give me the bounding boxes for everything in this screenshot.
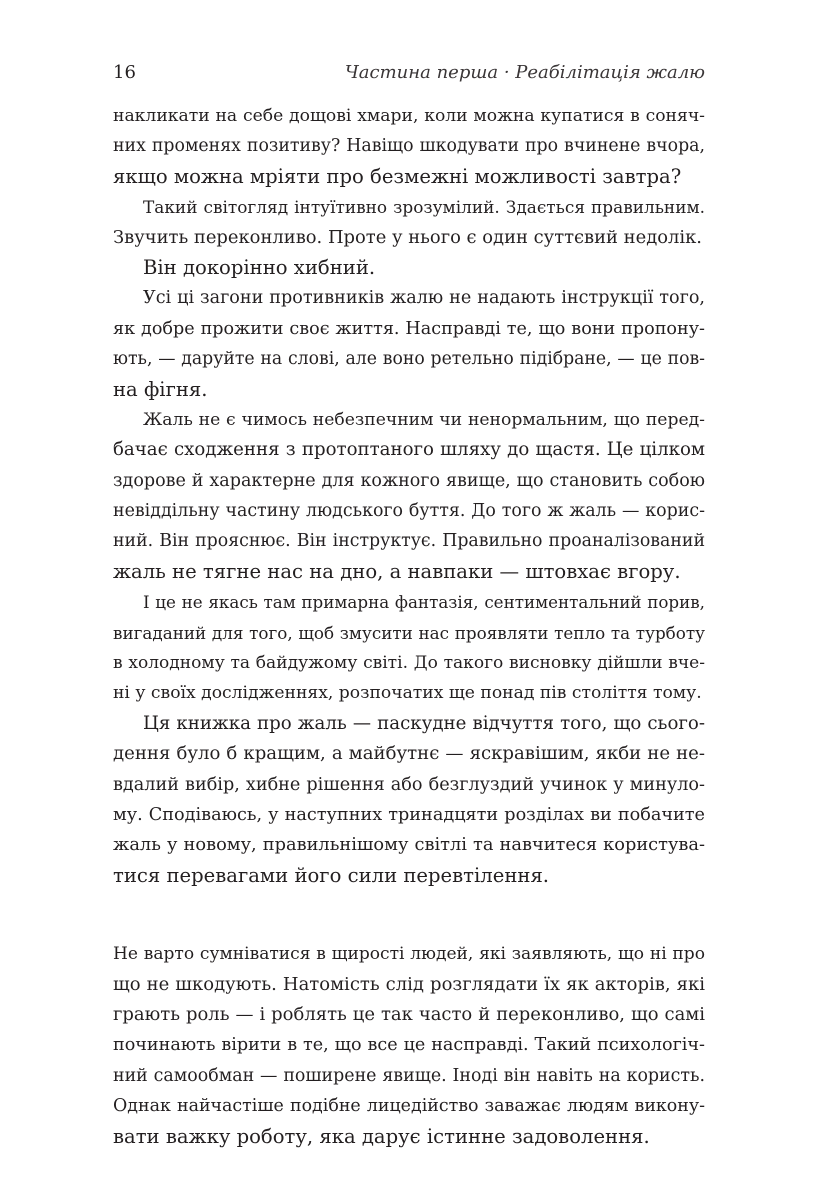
text-line: вигаданий для того, щоб змусити нас проявляти тепло та турботу: [113, 622, 705, 643]
paragraph: [113, 283, 705, 405]
paragraph: [113, 253, 705, 283]
paragraph: [113, 101, 705, 192]
body-text: [113, 101, 705, 1152]
text-line: ний. Він прояснює. Він інструктує. Правильно проаналізований: [113, 531, 705, 552]
text-line: здорове й характерне для кожного явище, що становить собою: [113, 470, 705, 491]
text-line: що не шкодують. Натомість слід розглядати їх як акторів, які: [113, 973, 705, 995]
text-line: Звучить переконливо. Проте у нього є один суттєвий недолік.: [113, 226, 703, 248]
text-line: Не варто сумніватися в щирості людей, які заявляють, що ні про: [113, 944, 705, 965]
paragraph: [113, 939, 705, 1152]
text-line: якщо можна мріяти про безмежні можливості завтра?: [113, 164, 682, 188]
page-number: 16: [113, 62, 136, 83]
text-line: жаль не тягне нас на дно, а навпаки — штовхає вгору.: [113, 559, 681, 583]
text-line: грають роль — і роблять це так часто й переконливо, що самі: [113, 1003, 705, 1025]
text-line: ють, — даруйте на слові, але воно ретельно підібране, — це пов-: [113, 349, 705, 370]
text-line: ні у своїх дослідженнях, розпочатих ще понад пів століття тому.: [113, 683, 702, 704]
text-line: Він докорінно хибний.: [143, 255, 376, 279]
text-line: вати важку роботу, яка дарує істинне задоволення.: [113, 1124, 650, 1148]
text-line: як добре прожити своє життя. Насправді те, що вони пропону-: [113, 318, 705, 339]
paragraph: [113, 192, 705, 253]
paragraph: [113, 587, 705, 709]
text-line: жаль у новому, правильнішому світлі та навчитеся користува-: [113, 835, 705, 856]
text-line: Однак найчастіше подібне лицедійство заважає людям викону-: [113, 1096, 705, 1117]
text-line: них променях позитиву? Навіщо шкодувати про вчинене вчора,: [113, 136, 705, 157]
text-line: починають вірити в те, що все це насправді. Такий психологіч-: [113, 1035, 705, 1056]
text-line: на фігня.: [113, 377, 208, 401]
section-break: [113, 891, 705, 939]
text-line: в холодному та байдужому світі. До такого висновку дійшли вче-: [113, 653, 705, 674]
running-title: Частина перша · Реабілітація жалю: [344, 62, 705, 83]
text-line: невіддільну частину людського буття. До того ж жаль — корис-: [113, 501, 705, 522]
text-line: Такий світогляд інтуїтивно зрозумілий. Здається правильним.: [143, 197, 705, 218]
text-line: Ця книжка про жаль — паскудне відчуття того, що сього-: [143, 712, 705, 734]
text-line: ний самообман — поширене явище. Іноді він навіть на користь.: [113, 1065, 705, 1086]
text-line: І це не якась там примарна фантазія, сентиментальний порив,: [143, 592, 705, 613]
text-line: Усі ці загони противників жалю не надають інструкції того,: [143, 288, 705, 309]
text-line: тися перевагами його сили перевтілення.: [113, 863, 550, 887]
text-line: бачає сходження з протоптаного шляху до щастя. Це цілком: [113, 439, 705, 461]
text-line: накликати на себе дощові хмари, коли можна купатися в соняч-: [113, 106, 705, 126]
text-line: дення було б кращим, а майбутнє — яскравішим, якби не не-: [113, 743, 705, 765]
paragraph: [113, 405, 705, 587]
text-line: Жаль не є чимось небезпечним чи ненормальним, що перед-: [143, 409, 705, 430]
running-head: [113, 60, 705, 86]
paragraph: [113, 709, 705, 891]
text-line: вдалий вибір, хибне рішення або безглуздий учинок у минуло-: [113, 774, 705, 795]
text-line: му. Сподіваюсь, у наступних тринадцяти розділах ви побачите: [113, 804, 705, 825]
